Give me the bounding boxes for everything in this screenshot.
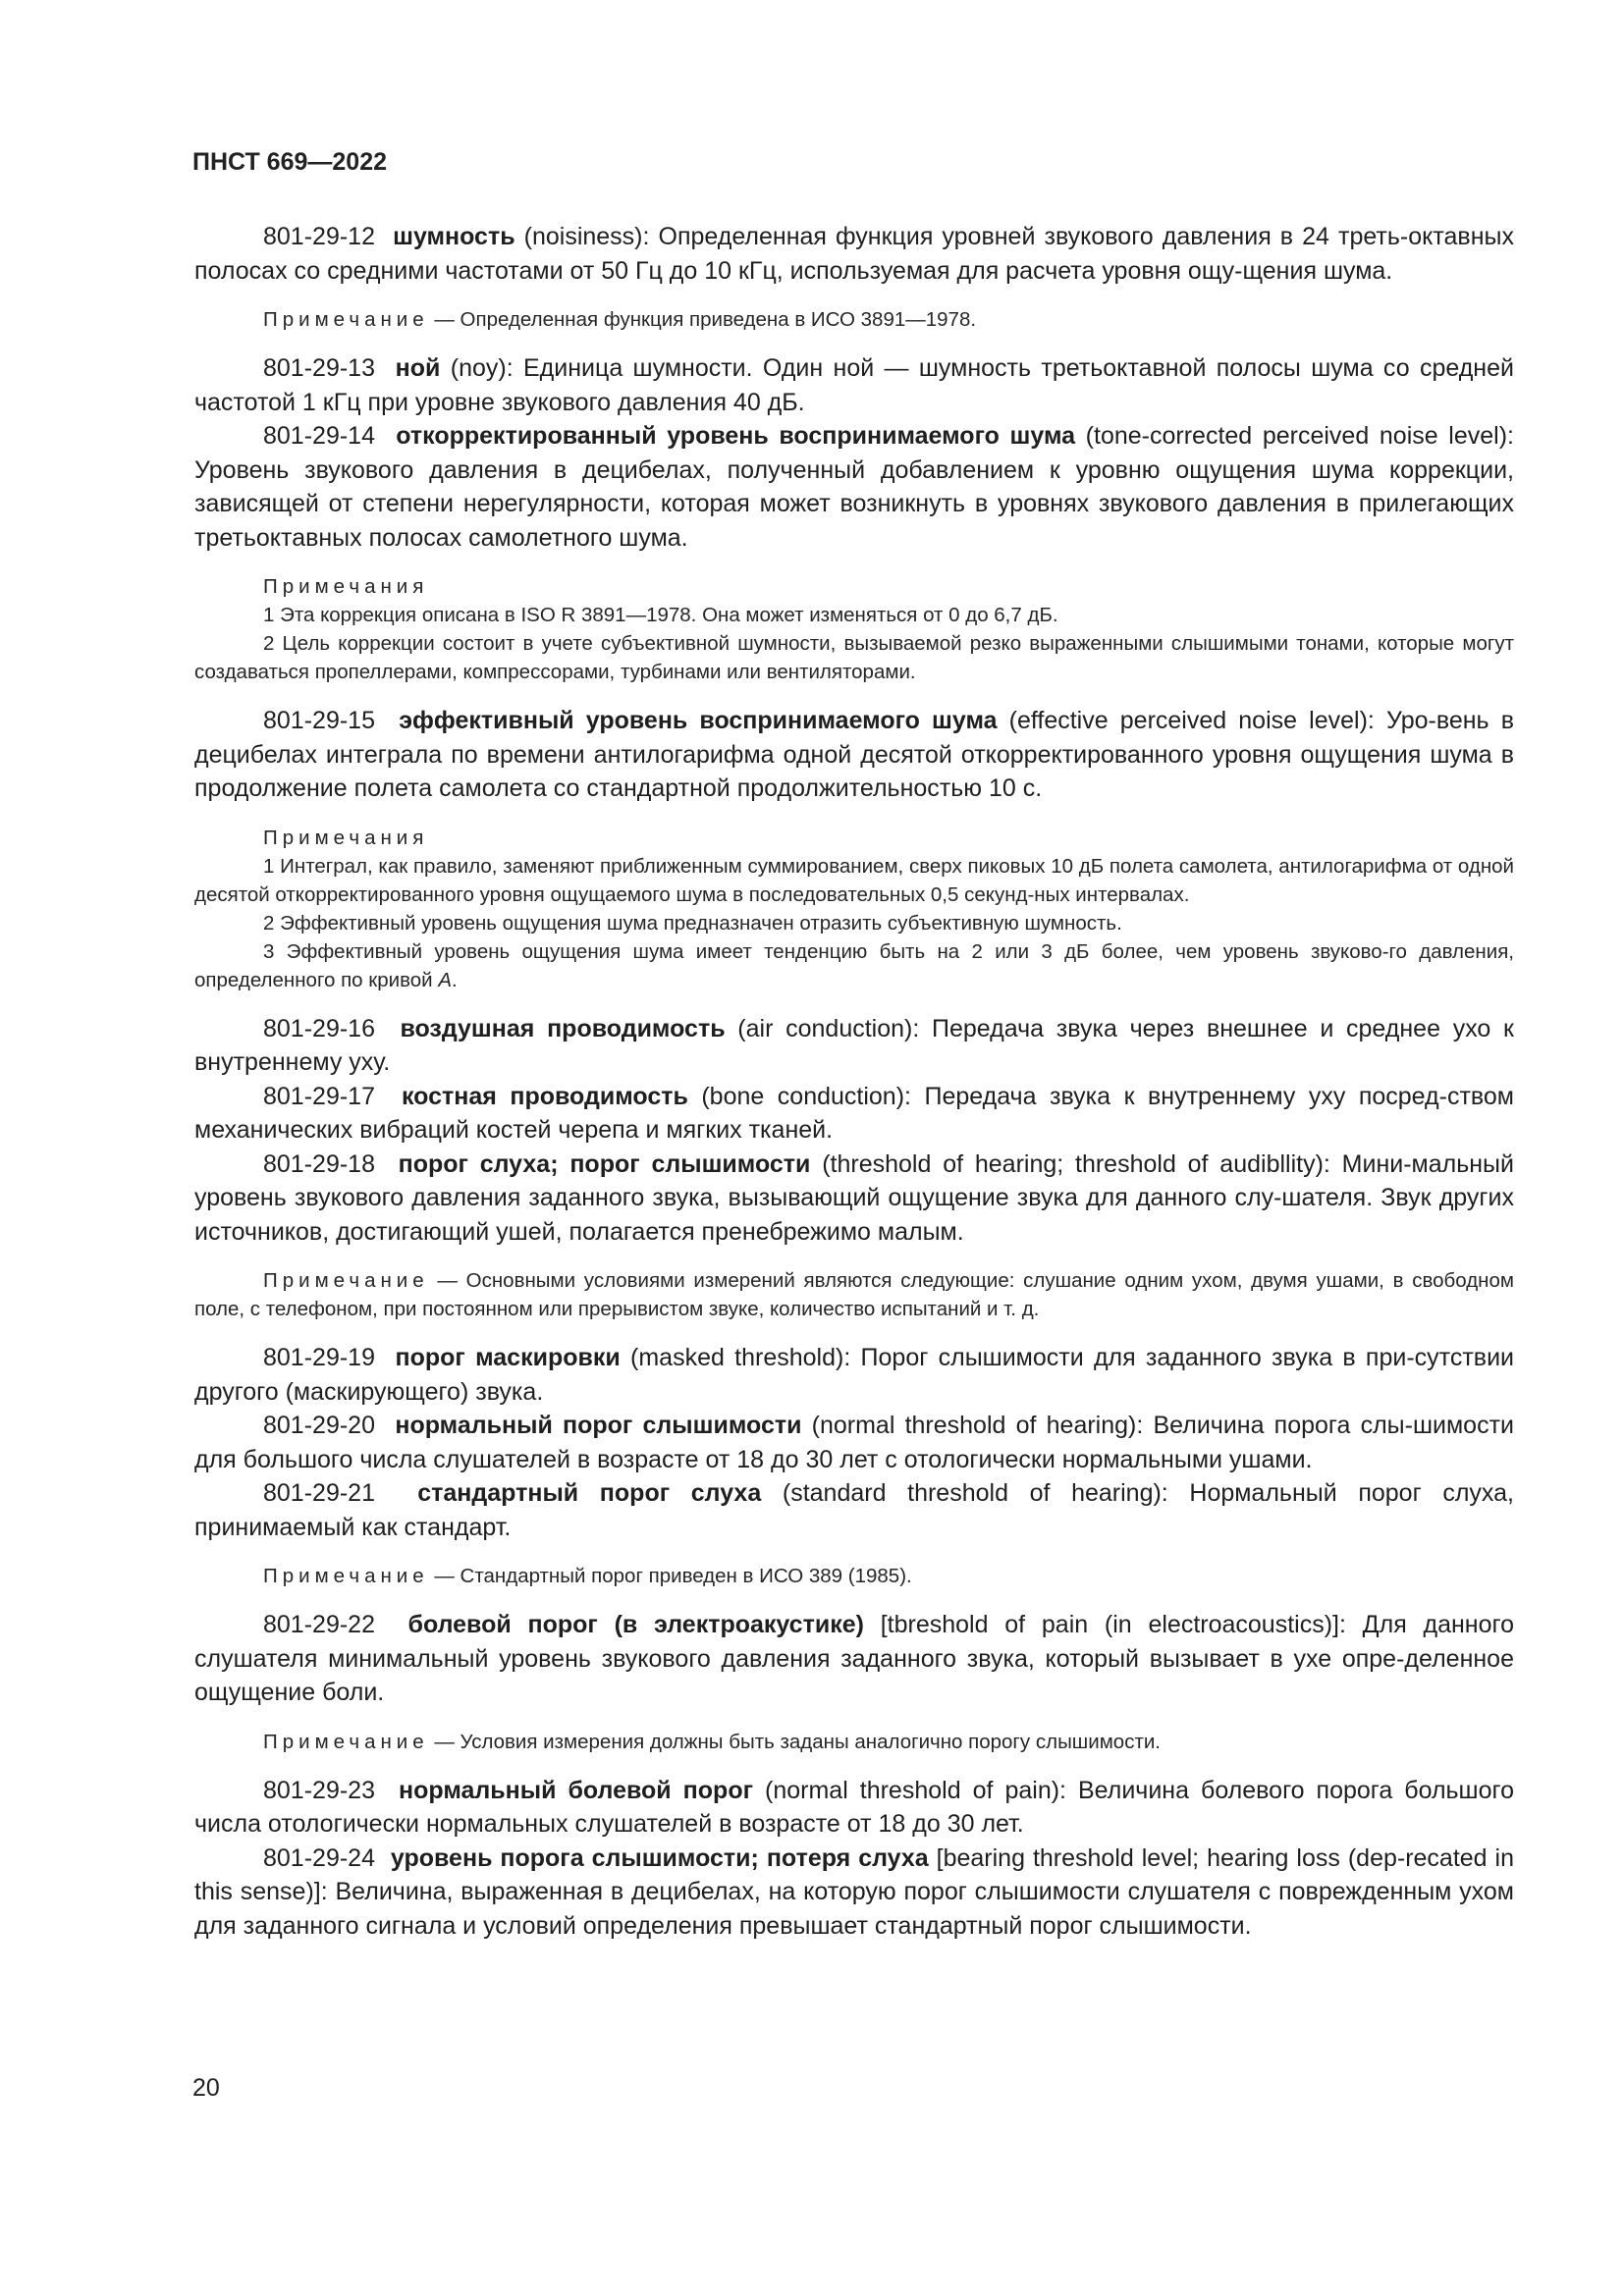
entry-number: 801-29-13 [263, 354, 375, 382]
note-label: Примечание [263, 308, 429, 331]
entry-term: болевой порог (в электроакустике) [407, 1611, 864, 1638]
notes-heading-801-29-15 [194, 824, 1514, 852]
entry-term: костная проводимость [401, 1082, 688, 1110]
note-item: 1 Эта коррекция описана в ISO R 3891—1978. Она может изменяться от 0 до 6,7 дБ. [263, 604, 1058, 626]
entry-number: 801-29-21 [263, 1479, 375, 1507]
term-entry-801-29-20 [194, 1409, 1514, 1476]
notes-label: Примечания [263, 575, 429, 598]
note-item-end: . [452, 968, 458, 991]
entry-definition: (standard threshold of hearing): Нормальный порог слуха, принимаемый как стандарт. [194, 1479, 1514, 1541]
entry-term: стандартный порог слуха [417, 1479, 762, 1507]
entry-definition: (masked threshold): Порог слышимости для заданного звука в при-сутствии другого (маскирующего) звука. [194, 1344, 1514, 1406]
entry-term: ной [395, 354, 441, 382]
term-entry-801-29-14 [194, 419, 1514, 555]
note-item: 2 Цель коррекции состоит в учете субъективной шумности, вызываемой резко выраженными слышимыми тонами, которые могут создаваться пропеллерами, компрессорами, турбинами или вентиляторами. [194, 632, 1514, 683]
note-item: 2 Эффективный уровень ощущения шума предназначен отразить субъективную шумность. [263, 911, 1122, 934]
entry-term: шумность [393, 223, 515, 250]
entry-definition: (noisiness): Определенная функция уровней звукового давления в 24 треть-октавных полосах со средними частотами от 50 Гц до 10 кГц, используемая для расчета уровня ощу-щения шума. [194, 223, 1514, 285]
note-item-text: 3 Эффективный уровень ощущения шума имеет тенденцию быть на 2 или 3 дБ более, чем уровень звуково-го давления, определенного по кривой [194, 939, 1514, 991]
entry-definition: (normal threshold of hearing): Величина порога слы-шимости для большого числа слушателей в возрасте от 18 до 30 лет с отологически нормальными ушами. [194, 1412, 1514, 1473]
entry-number: 801-29-14 [263, 422, 375, 450]
term-entry-801-29-15 [194, 704, 1514, 806]
entry-term: уровень порога слышимости; потеря слуха [390, 1843, 929, 1872]
entry-definition: (air conduction): Передача звука через внешнее и среднее ухо к внутреннему уху. [194, 1014, 1514, 1076]
entry-definition: (bone conduction): Передача звука к внутреннему уху посред-ством механических вибраций костей черепа и мягких тканей. [194, 1082, 1514, 1144]
entry-number: 801-29-16 [263, 1014, 375, 1042]
curve-letter: А [438, 968, 452, 991]
notes-heading-801-29-14 [194, 572, 1514, 601]
entry-definition: (threshold of hearing; threshold of audibllity): Мини-мальный уровень звукового давления заданного звука, вызывающий ощущение звука для данного слу-шателя. Звук других источников, достигающий ушей, полагается пренебрежимо малым. [194, 1149, 1514, 1246]
entry-definition: (normal threshold of pain): Величина болевого порога большого числа отологически нормальных слушателей в возрасте от 18 до 30 лет. [194, 1776, 1514, 1838]
entry-number: 801-29-15 [263, 707, 375, 734]
notes-label: Примечания [263, 826, 429, 849]
entry-number: 801-29-24 [263, 1843, 375, 1872]
entry-term: откорректированный уровень воспринимаемого шума [396, 422, 1076, 450]
term-entry-801-29-16 [194, 1012, 1514, 1080]
note-label: Примечание [263, 1730, 429, 1753]
entry-number: 801-29-18 [263, 1149, 375, 1178]
note-801-29-22 [194, 1728, 1514, 1756]
note-text: — Стандартный порог приведен в ИСО 389 (1985). [428, 1565, 912, 1587]
term-entry-801-29-17 [194, 1080, 1514, 1148]
entry-term: порог слуха; порог слышимости [398, 1149, 811, 1178]
entry-definition: [tbreshold of pain (in electroacoustics)]: Для данного слушателя минимальный уровень звукового давления заданного звука, который вызывает в ухе опре-деленное ощущение боли. [194, 1611, 1514, 1706]
note-text: — Определенная функция приведена в ИСО 3891—1978. [428, 308, 977, 331]
entry-term: нормальный порог слышимости [395, 1412, 802, 1439]
note-text: — Основными условиями измерений являются следующие: слушание одним ухом, двумя ушами, в свободном поле, с телефоном, при постоянном или прерывистом звуке, количество испытаний и т. д. [194, 1269, 1514, 1320]
note-text: — Условия измерения должны быть заданы аналогично порогу слышимости. [428, 1730, 1161, 1753]
document-body [194, 220, 1514, 1943]
term-entry-801-29-12 [194, 220, 1514, 288]
entry-definition: (noy): Единица шумности. Один ной — шумность третьоктавной полосы шума со средней частотой 1 кГц при уровне звукового давления 40 дБ. [194, 354, 1514, 416]
term-entry-801-29-23 [194, 1774, 1514, 1842]
entry-term: нормальный болевой порог [399, 1776, 754, 1804]
entry-definition: (tone-corrected perceived noise level): Уровень звукового давления в децибелах, полученный добавлением к уровню ощущения шума коррекции, зависящей от степени нерегулярности, которая может возникнуть в уровнях звукового давления в прилегающих третьоктавных полосах самолетного шума. [194, 422, 1514, 552]
term-entry-801-29-18 [194, 1148, 1514, 1250]
note-801-29-12 [194, 305, 1514, 334]
entry-term: эффективный уровень воспринимаемого шума [399, 707, 998, 734]
entry-definition: (effective perceived noise level): Уро-вень в децибелах интеграла по времени антилогарифма одной десятой откорректированного уровня ощущения шума в продолжение полета самолета со стандартной продолжительностью 10 с. [194, 707, 1514, 802]
entry-number: 801-29-12 [263, 223, 375, 250]
term-entry-801-29-22 [194, 1608, 1514, 1710]
term-entry-801-29-19 [194, 1341, 1514, 1409]
entry-definition: [bearing threshold level; hearing loss (dep-recated in this sense)]: Величина, выраженная в децибелах, на которую порог слышимости слушателя с поврежденным ухом для заданного сигнала и условий определения превышает стандартный порог слышимости. [194, 1843, 1514, 1940]
page-number: 20 [192, 2074, 220, 2102]
entry-number: 801-29-23 [263, 1776, 375, 1804]
note-label: Примечание [263, 1565, 429, 1587]
term-entry-801-29-21 [194, 1476, 1514, 1544]
note-item: 1 Интеграл, как правило, заменяют приближенным суммированием, сверх пиковых 10 дБ полета самолета, антилогарифма от одной десятой откорректированного уровня ощущаемого шума в последовательных 0,5 секунд-ных интервалах. [194, 854, 1514, 906]
entry-term: воздушная проводимость [400, 1014, 726, 1042]
note-label: Примечание [263, 1269, 429, 1292]
entry-number: 801-29-20 [263, 1412, 375, 1439]
note-801-29-21 [194, 1562, 1514, 1590]
note-801-29-18 [194, 1266, 1514, 1323]
term-entry-801-29-24 [194, 1842, 1514, 1944]
term-entry-801-29-13 [194, 351, 1514, 419]
entry-term: порог маскировки [395, 1344, 621, 1371]
entry-number: 801-29-22 [263, 1611, 375, 1638]
entry-number: 801-29-17 [263, 1082, 375, 1110]
document-header: ПНСТ 669—2022 [192, 148, 387, 176]
note-item [194, 937, 1514, 994]
entry-number: 801-29-19 [263, 1344, 375, 1371]
